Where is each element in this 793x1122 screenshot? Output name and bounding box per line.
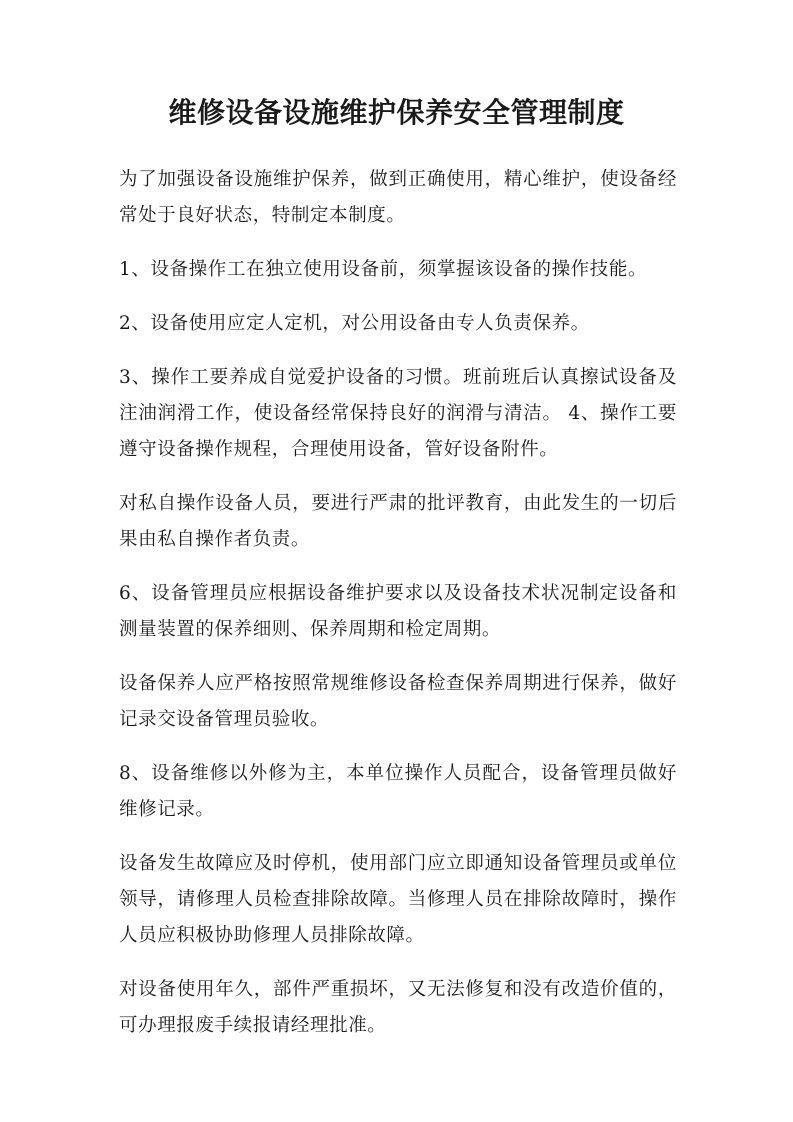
paragraph-unauthorized-operation: 对私自操作设备人员，要进行严肃的批评教育，由此发生的一切后果由私自操作者负责。 (119, 493, 677, 550)
paragraph-fault-handling: 设备发生故障应及时停机，使用部门应立即通知设备管理员或单位领导，请修理人员检查排除故障。当修理人员在排除故障时，操作人员应积极协助修理人员排除故障。 (119, 853, 677, 946)
document-title: 维修设备设施维护保养安全管理制度 (168, 96, 625, 129)
paragraph-rule-1: 1、设备操作工在独立使用设备前，须掌握该设备的操作技能。 (119, 259, 648, 280)
paragraph-rule-2: 2、设备使用应定人定机，对公用设备由专人负责保养。 (119, 313, 590, 334)
paragraph-maintenance-records: 设备保养人应严格按照常规维修设备检查保养周期进行保养，做好记录交设备管理员验收。 (119, 673, 677, 730)
paragraph-intro: 为了加强设备设施维护保养，做到正确使用，精心维护，使设备经常处于良好状态，特制定本制度。 (119, 169, 677, 226)
paragraph-rule-3-4: 3、操作工要养成自觉爱护设备的习惯。班前班后认真擦试设备及注油润滑工作，使设备经常保持良好的润滑与清洁。 4、操作工要遵守设备操作规程，合理使用设备，管好设备附件。 (119, 367, 677, 460)
paragraph-rule-6: 6、设备管理员应根据设备维护要求以及设备技术状况制定设备和测量装置的保养细则、保养周期和检定周期。 (119, 583, 677, 640)
paragraph-scrapping: 对设备使用年久，部件严重损坏，又无法修复和没有改造价值的，可办理报废手续报请经理批准。 (119, 979, 677, 1036)
paragraph-rule-8: 8、设备维修以外修为主，本单位操作人员配合，设备管理员做好维修记录。 (119, 763, 677, 820)
document-body (119, 162, 677, 1062)
